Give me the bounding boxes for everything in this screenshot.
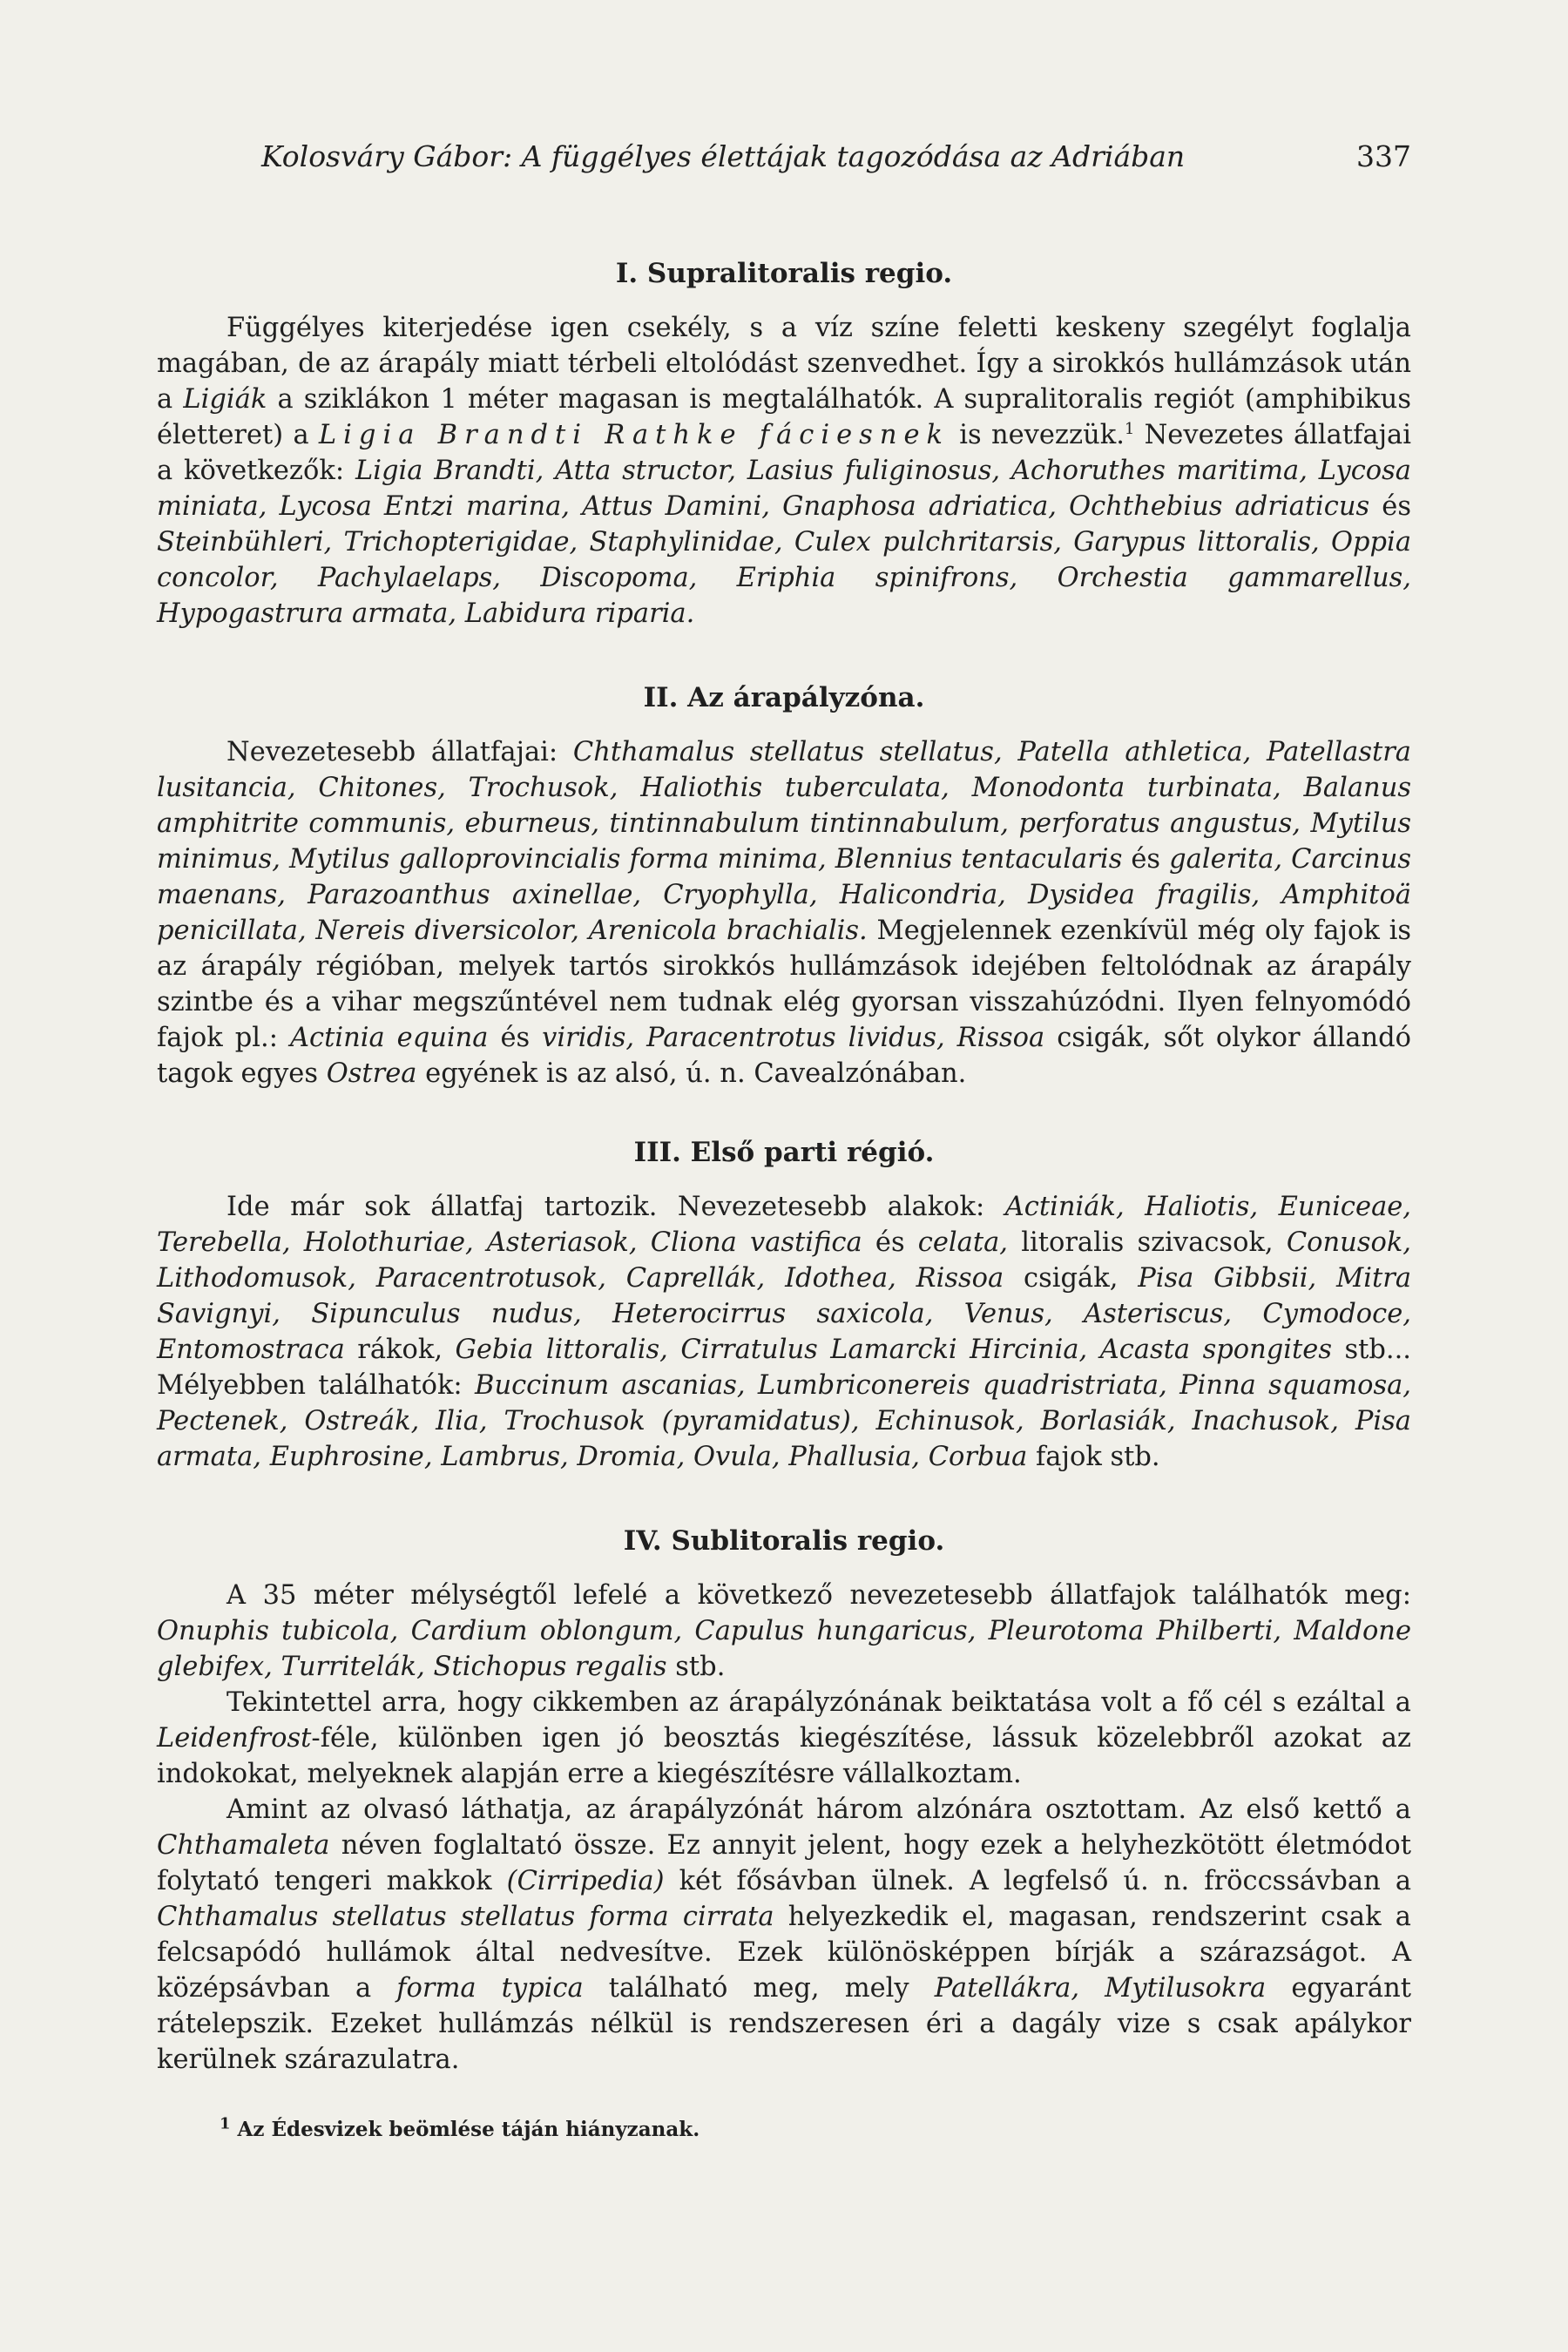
text-run: és (1369, 491, 1411, 522)
taxon-name: Chthamalus stellatus stellatus forma cirrata (157, 1902, 774, 1932)
page (157, 131, 1411, 2282)
footnote-text: Az Édesvizek beömlése táján hiányzanak. (237, 2118, 700, 2141)
paragraph (157, 734, 1411, 1092)
running-title: Kolosváry Gábor: A függélyes élettájak tagozódása az Adriában (261, 139, 1186, 173)
taxon-list: Buccinum ascanias, Lumbriconereis quadristriata, Pinna squamosa, Pectenek, Ostreák, Ilia, Trochusok (pyramidatus), Echinusok, Borlasiák, Inachusok, Pisa armata, Euphrosine, Lambrus, Dromia, Ovula, Phallusia, Corbua (157, 1370, 1411, 1472)
taxon-name: (Cirripedia) (506, 1866, 665, 1896)
taxon-name: forma typica (396, 1973, 584, 2004)
text-run: Ide már sok állatfaj tartozik. Nevezetesebb alakok: (226, 1192, 1005, 1222)
running-head (157, 131, 1411, 183)
taxon-list: Patellákra, Mytilusokra (934, 1973, 1267, 2004)
taxon-list: Conusok, Lithodomusok, Paracentrotusok, Caprellák, Idothea, Rissoa (157, 1227, 1412, 1294)
paragraph (157, 1578, 1411, 1685)
text-run: Megjelennek ezenkívül még oly fajok is az árapály régióban, melyek tartós sirokkós hullámzások idejében feltolódnak az árapály szintbe és a vihar megszűntével nem tudnak elég gyorsan visszahúzódni. Ilyen felnyomódó fajok pl.: (157, 916, 1412, 1053)
text-run: Amint az olvasó láthatja, az árapályzónát három alzónára osztottam. Az első kettő a (226, 1794, 1411, 1825)
text-run: csigák, sőt olykor állandó tagok egyes (157, 1023, 1411, 1089)
taxon-name: Actinia equina (289, 1023, 489, 1053)
taxon-list: Ligia Brandti, Atta structor, Lasius fuliginosus, Achoruthes maritima, Lycosa miniata, Lycosa Entzi marina, Attus Damini, Gnaphosa adriatica, Ochthebius adriaticus (157, 456, 1411, 522)
taxon-list: viridis, Paracentrotus lividus, Rissoa (542, 1023, 1045, 1053)
paragraph (157, 1685, 1411, 1792)
text-run: A 35 méter mélységtől lefelé a következő nevezetesebb állatfajok találhatók meg: (226, 1580, 1411, 1611)
section-heading-first-coastal: III. Első parti régió. (633, 1137, 935, 1168)
text-run: is nevezzük. (950, 420, 1125, 450)
text-run: egyének is az alsó, ú. n. Cavealzónában. (416, 1058, 967, 1089)
text-run: és (488, 1023, 543, 1053)
taxon-list: Chthamalus stellatus stellatus, Patella athletica, Patellastra lusitancia, Chitones, Trochusok, Haliothis tuberculata, Monodonta turbinata, Balanus amphitrite communis, eburneus, tintinnabulum tintinnabulum, perforatus angustus, Mytilus minimus, Mytilus galloprovincialis forma minima, Blennius tentacularis (157, 737, 1411, 875)
taxon-list: Onuphis tubicola, Cardium oblongum, Capulus hungaricus, Pleurotoma Philberti, Maldone glebifex, Turritelák, Stichopus regalis (157, 1616, 1411, 1682)
text-run: Nevezetesebb állatfajai: (226, 737, 573, 767)
footnote-marker: 1 (220, 2114, 231, 2133)
text-run: csigák, (1004, 1263, 1139, 1294)
text-run: stb. (666, 1652, 726, 1682)
text-run: -féle, különben igen jó beosztás kiegészítése, lássuk közelebbről azokat az indokokat, melyeknek alapján erre a kiegészítésre vállalkoztam. (157, 1723, 1411, 1789)
text-run: két fősávban ülnek. A legfelső ú. n. fröccssávban a (664, 1866, 1412, 1896)
taxon-list: Steinbühleri, Trichopterigidae, Staphylinidae, Culex pulchritarsis, Garypus littoralis, Oppia concolor, Pachylaelaps, Discopoma, Eriphia spinifrons, Orchestia gammarellus, Hypogastrura armata, Labidura riparia. (157, 527, 1411, 629)
text-run: Tekintettel arra, hogy cikkemben az árapályzónának beiktatása volt a fő cél s ezáltal a (226, 1687, 1411, 1718)
text-run: rákok, (344, 1335, 456, 1365)
paragraph (157, 310, 1411, 632)
taxon-list: Gebia littoralis, Cirratulus Lamarcki Hircinia, Acasta spongites (455, 1335, 1332, 1365)
facies-name: Ligia Brandti Rathke fáciesnek (318, 420, 950, 450)
text-run: fajok stb. (1027, 1442, 1160, 1472)
text-run: stb... Mélyebben találhatók: (157, 1335, 1411, 1401)
taxon-name: Chthamaleta (157, 1830, 330, 1861)
page-number: 337 (1356, 139, 1411, 173)
taxon-name: Ostrea (326, 1058, 417, 1089)
text-run: a sziklákon 1 méter magasan is megtalálhatók. A supralitoralis regiót (amphibikus életteret) a (157, 384, 1411, 450)
taxon-list: galerita, Carcinus maenans, Parazoanthus axinellae, Cryophylla, Halicondria, Dysidea fragilis, Amphitoä penicillata, Nereis diversicolor, Arenicola brachialis. (157, 844, 1411, 946)
text-run: található meg, mely (583, 1973, 935, 2004)
text-run: Nevezetes állatfajai a következők: (157, 420, 1411, 486)
section-heading-intertidal: II. Az árapályzóna. (643, 682, 925, 713)
section-heading-supralitoral: I. Supralitoralis regio. (615, 258, 953, 289)
footnote-ref: 1 (1124, 419, 1135, 438)
text-run: néven foglaltató össze. Ez annyit jelent, hogy ezek a helyhezkötött életmódot folytató tengeri makkok (157, 1830, 1411, 1896)
text-run: és (1122, 844, 1170, 875)
text-run: egyaránt rátelepszik. Ezeket hullámzás nélkül is rendszeresen éri a dagály vize s csak apálykor kerülnek szárazulatra. (157, 1973, 1411, 2075)
taxon-name: celata, (917, 1227, 1009, 1258)
taxon-list: Actiniák, Haliotis, Euniceae, Terebella, Holothuriae, Asteriasok, Cliona vastifica (157, 1192, 1411, 1258)
paragraph (157, 1189, 1411, 1475)
taxon-name: Ligiák (183, 384, 267, 415)
text-run: helyezkedik el, magasan, rendszerint csak a felcsapódó hullámok által nedvesítve. Ezek különösképpen bírják a szárazságot. A középsávban a (157, 1902, 1411, 2004)
section-heading-sublitoral: IV. Sublitoralis regio. (623, 1525, 945, 1557)
paragraph (157, 1792, 1411, 2078)
footnote (157, 2116, 1411, 2144)
author-name: Leidenfrost (157, 1723, 312, 1754)
taxon-list: Pisa Gibbsii, Mitra Savignyi, Sipunculus nudus, Heterocirrus saxicola, Venus, Asteriscus, Cymodoce, Entomostraca (157, 1263, 1412, 1365)
text-run: litoralis szivacsok, (1008, 1227, 1287, 1258)
text-run: Függélyes kiterjedése igen csekély, s a víz színe feletti keskeny szegélyt foglalja magában, de az árapály miatt térbeli eltolódást szenvedhet. Így a sirokkós hullámzások után a (157, 313, 1411, 415)
text-run: és (862, 1227, 918, 1258)
